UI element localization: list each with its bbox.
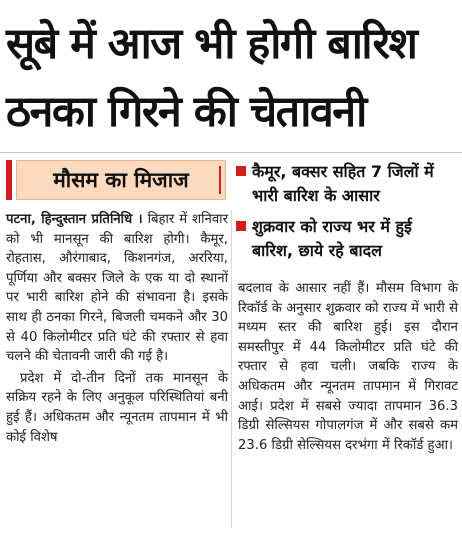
bullet-square-icon	[236, 221, 246, 231]
section-tag-accent-bar	[6, 160, 12, 200]
article-byline: पटना, हिन्दुस्तान प्रतिनिधि ।	[6, 212, 143, 227]
article-column-right	[238, 279, 458, 457]
section-tag	[6, 160, 226, 200]
headline-line-1: सूबे में आज भी होगी बारिश	[6, 19, 417, 69]
headline-divider	[0, 152, 462, 153]
article-column-left	[6, 210, 228, 449]
article-paragraph-2: प्रदेश में दो-तीन दिनों तक मानसून के सक्रिय रहने के लिए अनुकूल परिस्थितियां बनी हुई हैं। अधिकतम और न्यूनतम तापमान में भी कोई विशेष	[6, 370, 228, 445]
column-divider	[231, 210, 232, 528]
bullet-square-icon	[236, 166, 246, 176]
highlight-bullet-2	[236, 215, 458, 263]
highlight-bullet-2-text: शुक्रवार को राज्य भर में हुई बारिश, छाये रहे बादल	[252, 217, 412, 260]
highlight-bullet-1	[236, 160, 458, 208]
headline-line-2: ठनका गिरने की चेतावनी	[6, 87, 366, 137]
article-paragraph-1	[6, 210, 228, 367]
section-tag-label: मौसम का मिजाज	[16, 160, 226, 200]
article-paragraph-3: बदलाव के आसार नहीं हैं। मौसम विभाग के रिकॉर्ड के अनुसार शुक्रवार को राज्य में भारी से मध्यम स्तर की बारिश हुई। इस दौरान समस्तीपुर में 44 किलोमीटर प्रति घंटे की रफ्तार से हवा चली। जबकि राज्य के अधिकतम और न्यूनतम तापमान में गिरावट आई। प्रदेश में सबसे ज्यादा तापमान 36.3 डिग्री सेल्सियस गोपालगंज में और सबसे कम 23.6 डिग्री सेल्सियस दरभंगा में रिकॉर्ड हुआ।	[238, 281, 458, 453]
article-paragraph-1-text: बिहार में शनिवार को भी मानसून की बारिश होगी। कैमूर, रोहतास, औरंगाबाद, किशनगंज, अररिया, पूर्णिया और बक्सर जिले के एक या दो स्थानों पर भारी बारिश होने की संभावना है। इसके साथ ही ठनका गिरने, बिजली चमकने और 30 से 40 किलोमीटर प्रति घंटे की रफ्तार से हवा चलने की चेतावनी जारी की गई है।	[6, 212, 228, 365]
highlight-bullet-1-text: कैमूर, बक्सर सहित 7 जिलों में भारी बारिश के आसार	[252, 162, 434, 205]
